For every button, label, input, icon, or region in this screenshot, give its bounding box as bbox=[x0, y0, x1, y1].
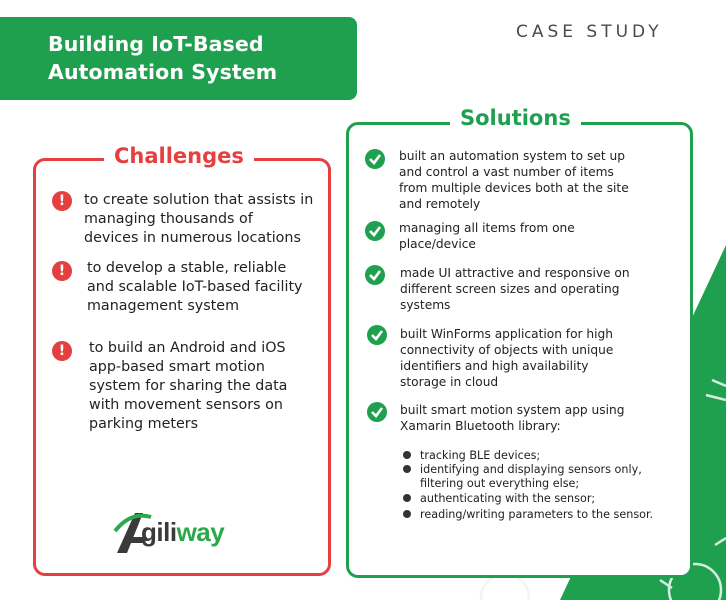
solution-item-2: managing all items from one place/device bbox=[399, 221, 575, 251]
checkmark-icon bbox=[367, 402, 387, 422]
page-title-line-1: Building IoT-Based bbox=[48, 32, 264, 56]
checkmark-icon bbox=[367, 325, 387, 345]
solution-item-1: built an automation system to set up and control a vast number of items from multiple devices both at the site and remotely bbox=[399, 149, 629, 211]
title-banner bbox=[0, 17, 357, 100]
solution-item-4: built WinForms application for high connectivity of objects with unique identifiers and high availability storage in cloud bbox=[400, 327, 614, 389]
solution-item-5: built smart motion system app using Xamarin Bluetooth library: bbox=[400, 403, 625, 433]
challenge-item-2: to develop a stable, reliable and scalable IoT-based facility management system bbox=[87, 260, 303, 314]
bullet-icon bbox=[403, 510, 411, 518]
solution-subitem-4: reading/writing parameters to the sensor. bbox=[420, 508, 654, 521]
agiliway-logo bbox=[113, 507, 253, 557]
checkmark-icon bbox=[365, 221, 385, 241]
solution-subitem-3: authenticating with the sensor; bbox=[420, 492, 596, 505]
solution-subitem-2: identifying and displaying sensors only, filtering out everything else; bbox=[420, 463, 642, 490]
solution-item-3: made UI attractive and responsive on different screen sizes and operating systems bbox=[400, 266, 630, 312]
challenge-item-3: to build an Android and iOS app-based smart motion system for sharing the data with movement sensors on parking meters bbox=[89, 340, 288, 432]
exclamation-icon: ! bbox=[52, 341, 72, 361]
case-study-label: CASE STUDY bbox=[516, 22, 663, 42]
checkmark-icon bbox=[365, 265, 385, 285]
solutions-heading: Solutions bbox=[450, 106, 581, 130]
checkmark-icon bbox=[365, 149, 385, 169]
page-title-line-2: Automation System bbox=[48, 60, 278, 84]
bullet-icon bbox=[403, 494, 411, 502]
bullet-icon bbox=[403, 465, 411, 473]
exclamation-icon: ! bbox=[52, 261, 72, 281]
agiliway-wordmark: giliway bbox=[141, 517, 225, 547]
challenges-heading: Challenges bbox=[104, 144, 254, 168]
solution-subitem-1: tracking BLE devices; bbox=[420, 449, 541, 462]
challenge-item-1: to create solution that assists in managing thousands of devices in numerous locations bbox=[84, 192, 314, 246]
exclamation-icon: ! bbox=[52, 191, 72, 211]
bullet-icon bbox=[403, 451, 411, 459]
